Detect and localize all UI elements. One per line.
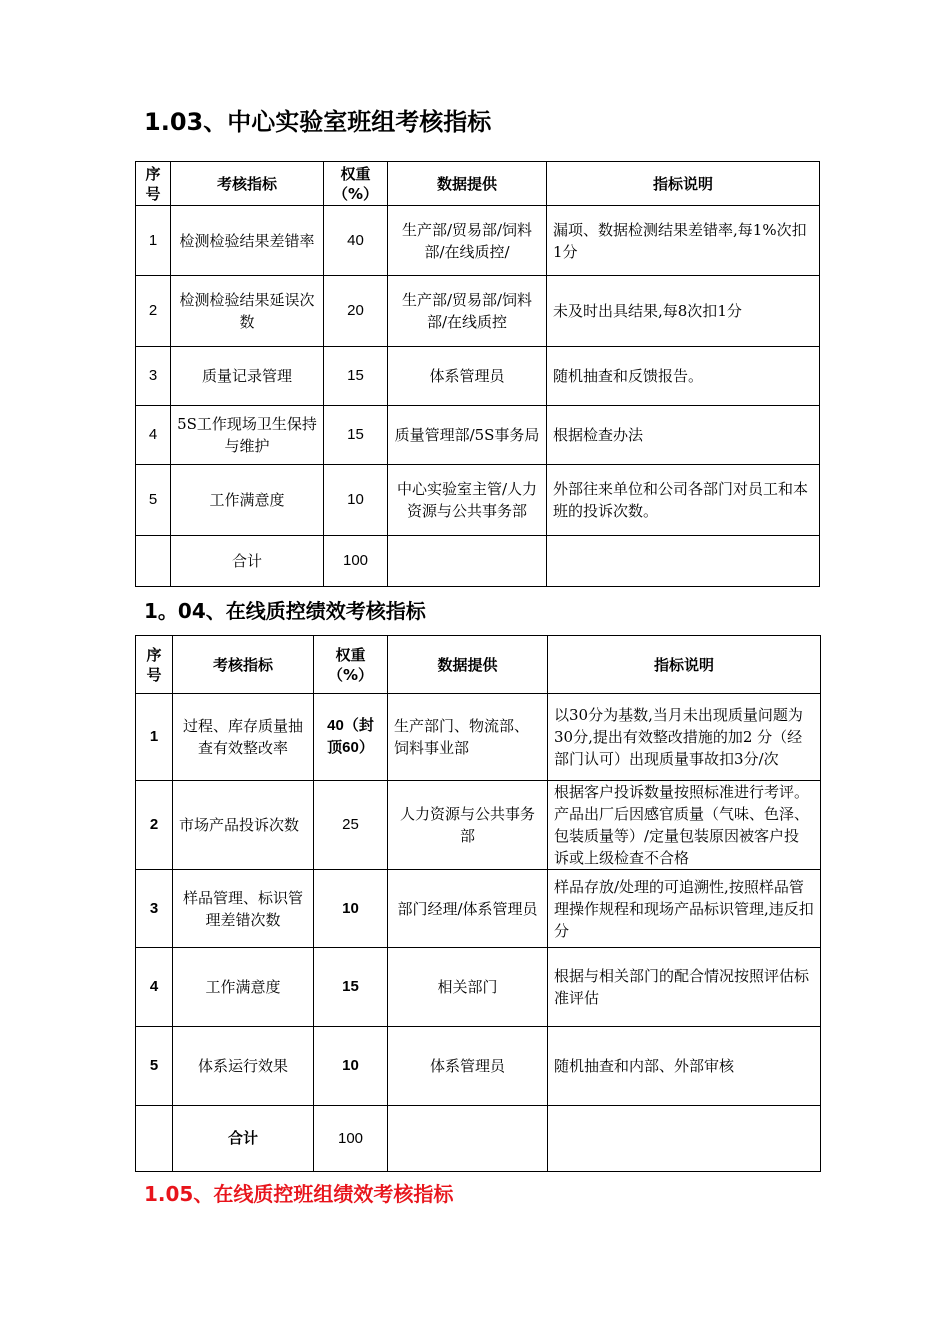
row-no: 5 — [136, 1027, 173, 1106]
header-source: 数据提供 — [388, 162, 547, 206]
row-source: 人力资源与公共事务部 — [388, 781, 548, 870]
header-indicator: 考核指标 — [173, 636, 314, 694]
table-row — [136, 276, 820, 347]
row-desc: 外部往来单位和公司各部门对员工和本班的投诉次数。 — [547, 465, 820, 536]
row-no: 4 — [136, 406, 171, 465]
row-weight: 10 — [314, 1027, 388, 1106]
row-indicator: 5S工作现场卫生保持与维护 — [171, 406, 324, 465]
row-desc: 以30分为基数,当月未出现质量问题为30分,提出有效整改措施的加2 分（经部门认可）出现质量事故扣3分/次 — [548, 694, 821, 781]
row-indicator: 工作满意度 — [171, 465, 324, 536]
row-source: 生产部门、物流部、饲料事业部 — [388, 694, 548, 781]
row-source: 体系管理员 — [388, 347, 547, 406]
row-indicator: 检测检验结果差错率 — [171, 206, 324, 276]
row-no: 3 — [136, 870, 173, 948]
table-row — [136, 948, 821, 1027]
row-weight: 15 — [324, 347, 388, 406]
online-qc-kpi-table — [135, 635, 821, 1172]
table-row — [136, 781, 821, 870]
table-row — [136, 206, 820, 276]
center-lab-kpi-table — [135, 161, 820, 587]
row-weight: 15 — [314, 948, 388, 1027]
row-source: 生产部/贸易部/饲料部/在线质控/ — [388, 206, 547, 276]
table-row — [136, 406, 820, 465]
row-desc: 随机抽查和内部、外部审核 — [548, 1027, 821, 1106]
section1-title: 1.03、中心实验室班组考核指标 — [144, 108, 492, 136]
table-row — [136, 465, 820, 536]
total-no — [136, 536, 171, 587]
row-indicator: 样品管理、标识管理差错次数 — [173, 870, 314, 948]
header-no: 序号 — [136, 162, 171, 206]
row-desc: 随机抽查和反馈报告。 — [547, 347, 820, 406]
row-source: 中心实验室主管/人力资源与公共事务部 — [388, 465, 547, 536]
row-source: 体系管理员 — [388, 1027, 548, 1106]
row-weight: 25 — [314, 781, 388, 870]
row-desc: 根据客户投诉数量按照标准进行考评。产品出厂后因感官质量（气味、色泽、包装质量等）/定量包装原因被客户投诉或上级检查不合格 — [548, 781, 821, 870]
table-header-row — [136, 162, 820, 206]
header-source: 数据提供 — [388, 636, 548, 694]
header-indicator: 考核指标 — [171, 162, 324, 206]
section3-title: 1.05、在线质控班组绩效考核指标 — [144, 1182, 454, 1206]
row-weight: 40（封顶60） — [314, 694, 388, 781]
header-desc: 指标说明 — [547, 162, 820, 206]
row-desc: 样品存放/处理的可追溯性,按照样品管理操作规程和现场产品标识管理,违反扣分 — [548, 870, 821, 948]
header-no: 序号 — [136, 636, 173, 694]
row-no: 4 — [136, 948, 173, 1027]
table-header-row — [136, 636, 821, 694]
row-source: 相关部门 — [388, 948, 548, 1027]
row-weight: 20 — [324, 276, 388, 347]
row-source: 部门经理/体系管理员 — [388, 870, 548, 948]
table-row — [136, 694, 821, 781]
row-weight: 10 — [314, 870, 388, 948]
total-source — [388, 1106, 548, 1172]
total-row — [136, 536, 820, 587]
table-row — [136, 347, 820, 406]
row-weight: 15 — [324, 406, 388, 465]
row-no: 3 — [136, 347, 171, 406]
section2-title: 1。04、在线质控绩效考核指标 — [144, 599, 426, 623]
header-weight: 权重（%） — [314, 636, 388, 694]
row-desc: 根据与相关部门的配合情况按照评估标准评估 — [548, 948, 821, 1027]
total-no — [136, 1106, 173, 1172]
row-source: 生产部/贸易部/饲料部/在线质控 — [388, 276, 547, 347]
row-indicator: 检测检验结果延误次数 — [171, 276, 324, 347]
row-no: 5 — [136, 465, 171, 536]
row-weight: 10 — [324, 465, 388, 536]
total-desc — [547, 536, 820, 587]
header-weight: 权重（%） — [324, 162, 388, 206]
row-no: 2 — [136, 781, 173, 870]
header-desc: 指标说明 — [548, 636, 821, 694]
row-no: 2 — [136, 276, 171, 347]
total-weight: 100 — [324, 536, 388, 587]
total-source — [388, 536, 547, 587]
row-indicator: 市场产品投诉次数 — [173, 781, 314, 870]
table-row — [136, 870, 821, 948]
row-indicator: 体系运行效果 — [173, 1027, 314, 1106]
total-row — [136, 1106, 821, 1172]
row-indicator: 质量记录管理 — [171, 347, 324, 406]
table-row — [136, 1027, 821, 1106]
row-desc: 漏项、数据检测结果差错率,每1%次扣1分 — [547, 206, 820, 276]
total-label: 合计 — [173, 1106, 314, 1172]
row-source: 质量管理部/5S事务局 — [388, 406, 547, 465]
row-desc: 根据检查办法 — [547, 406, 820, 465]
row-indicator: 工作满意度 — [173, 948, 314, 1027]
total-desc — [548, 1106, 821, 1172]
row-weight: 40 — [324, 206, 388, 276]
total-weight: 100 — [314, 1106, 388, 1172]
row-no: 1 — [136, 206, 171, 276]
row-desc: 未及时出具结果,每8次扣1分 — [547, 276, 820, 347]
total-label: 合计 — [171, 536, 324, 587]
row-no: 1 — [136, 694, 173, 781]
row-indicator: 过程、库存质量抽查有效整改率 — [173, 694, 314, 781]
